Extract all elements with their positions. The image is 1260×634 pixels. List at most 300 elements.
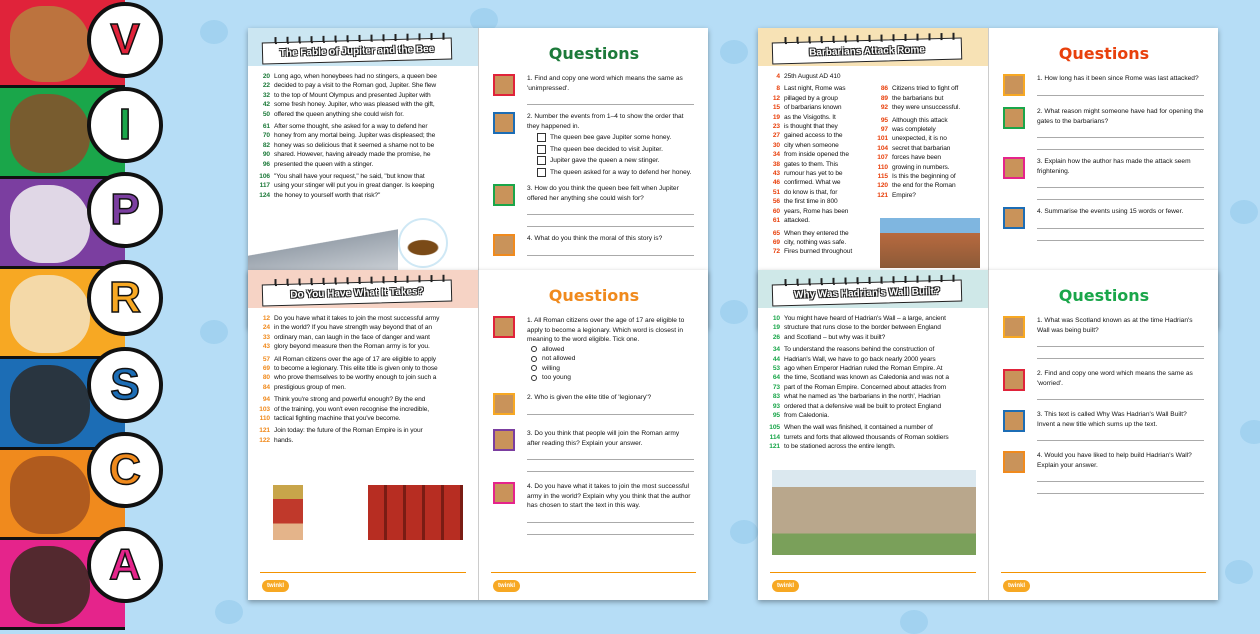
question-body: Do you have what it takes to join the most successful army in the world? Explain why you think that the author has chosen to start the text in this way. <box>527 483 691 509</box>
line-text: structure that runs close to the border between England <box>784 324 941 332</box>
question-2 <box>1003 369 1204 400</box>
vipers-letter-p: P <box>87 172 163 248</box>
answer-line[interactable] <box>1037 429 1204 441</box>
paw-print <box>900 610 928 634</box>
line-word-count: 43 <box>262 343 270 351</box>
line-text: hands. <box>274 436 294 444</box>
line-word-count: 64 <box>772 374 780 382</box>
line-text: do know is that, for <box>784 188 838 196</box>
order-event-text: The queen bee decided to visit Jupiter. <box>550 145 663 153</box>
question-body: This text is called Why Was Hadrian's Wall Built? Invent a new title which sums up the text. <box>1037 411 1187 428</box>
line-text: attacked. <box>784 217 810 225</box>
line-text: of the training, you won't even recognise the incredible, <box>274 405 430 413</box>
page-footer <box>758 568 988 600</box>
text-line <box>766 188 874 197</box>
dog-illustration <box>10 365 90 444</box>
dog-illustration <box>10 456 90 534</box>
text-line <box>766 345 984 354</box>
text-body <box>766 314 984 455</box>
question-text <box>1037 74 1204 84</box>
order-box-row[interactable] <box>537 168 694 178</box>
text-paragraph <box>766 229 874 257</box>
vipers-letter-s: S <box>87 347 163 423</box>
text-line <box>874 153 982 162</box>
line-text: honey from any mortal being. Jupiter was displeased; the <box>274 132 436 140</box>
order-box-row[interactable] <box>537 133 694 143</box>
question-body: Summarise the events using 15 words or fewer. <box>1044 208 1184 215</box>
line-word-count: 89 <box>880 94 888 102</box>
footer-rule <box>1001 572 1206 573</box>
answer-line[interactable] <box>1037 138 1204 150</box>
questions-page <box>478 270 708 600</box>
text-line <box>256 436 474 445</box>
answer-line[interactable] <box>1037 335 1204 347</box>
vipers-letter-c: C <box>87 432 163 508</box>
dog-illustration <box>10 94 90 173</box>
question-text <box>527 112 694 177</box>
dog-icon <box>493 316 515 338</box>
line-word-count: 120 <box>877 182 888 190</box>
question-3 <box>493 184 694 227</box>
dog-icon <box>493 234 515 256</box>
line-text: turrets and forts that allowed thousands of Roman soldiers <box>784 433 949 441</box>
line-text: forces have been <box>892 154 941 162</box>
text-line <box>766 197 874 206</box>
line-text: rumour has yet to be <box>784 170 843 178</box>
text-paragraph <box>256 172 474 200</box>
text-line <box>874 163 982 172</box>
line-word-count: 12 <box>772 94 780 102</box>
vipers-letter-v: V <box>87 2 163 78</box>
text-line <box>766 169 874 178</box>
line-word-count: 10 <box>772 315 780 322</box>
line-text: ago when Emperor Hadrian ruled the Roman Empire. At <box>784 365 943 373</box>
line-word-count: 106 <box>259 173 270 181</box>
number-box[interactable] <box>537 156 546 165</box>
question-body: What do you think the moral of this story is? <box>534 235 663 242</box>
question-text <box>1037 369 1204 388</box>
text-line <box>256 122 474 131</box>
question-number: 3. <box>527 430 533 437</box>
question-1 <box>1003 74 1204 96</box>
text-line <box>256 150 474 159</box>
text-line <box>256 342 474 351</box>
paw-print <box>1240 420 1260 444</box>
tick-option[interactable] <box>531 373 694 383</box>
dog-icon <box>493 393 515 415</box>
radio-circle[interactable] <box>531 346 537 352</box>
line-word-count: 94 <box>262 396 270 404</box>
question-4 <box>493 482 694 535</box>
questions-title: Questions <box>1058 44 1150 63</box>
question-body: Explain how the author has made the attack seem frightening. <box>1037 158 1191 175</box>
paw-print <box>215 600 243 624</box>
question-text <box>527 429 694 448</box>
answer-line[interactable] <box>1037 347 1204 359</box>
number-box[interactable] <box>537 133 546 142</box>
text-line <box>766 411 984 420</box>
column-1 <box>766 84 874 259</box>
text-body <box>256 72 474 203</box>
text-paragraph <box>766 423 984 451</box>
text-line <box>874 116 982 125</box>
line-text: Citizens tried to fight off <box>892 85 959 93</box>
question-text <box>1037 207 1204 217</box>
dog-icon <box>493 429 515 451</box>
question-number: 1. <box>527 75 533 82</box>
question-body: What reason might someone have had for opening the gates to the barbarians? <box>1037 108 1204 125</box>
text-line <box>766 314 984 323</box>
dog-icon <box>493 184 515 206</box>
line-text: unexpected, it is no <box>892 135 947 143</box>
text-line <box>766 247 874 256</box>
text-line <box>256 314 474 323</box>
order-box-row[interactable] <box>537 156 694 166</box>
question-body: Find and copy one word which means the same as 'worried'. <box>1037 370 1193 387</box>
question-body: Would you have liked to help build Hadrian's Wall? Explain your answer. <box>1037 452 1192 469</box>
text-line <box>256 81 474 90</box>
answer-line[interactable] <box>1037 470 1204 482</box>
question-number: 3. <box>1037 411 1043 418</box>
question-1 <box>1003 316 1204 359</box>
answer-line[interactable] <box>527 403 694 415</box>
text-line <box>256 364 474 373</box>
line-word-count: 22 <box>262 82 270 90</box>
line-word-count: 46 <box>772 179 780 187</box>
question-number: 2. <box>527 394 533 401</box>
paw-print <box>720 300 748 324</box>
answer-line[interactable] <box>527 460 694 472</box>
line-text: they were unsuccessful. <box>892 104 961 112</box>
line-text: the end for the Roman <box>892 182 956 190</box>
line-text: of barbarians known <box>784 104 842 112</box>
line-word-count: 20 <box>262 73 270 80</box>
mountain-illustration <box>248 228 398 270</box>
line-word-count: 110 <box>877 163 888 171</box>
dog-illustration <box>10 6 90 82</box>
line-word-count: 103 <box>259 405 270 413</box>
text-line <box>256 355 474 364</box>
line-text: what he named as 'the barbarians in the north', Hadrian <box>784 393 941 401</box>
paw-print <box>720 40 748 64</box>
date-text: 25th August AD 410 <box>784 73 841 80</box>
line-text: decided to pay a visit to the Roman god, Jupiter. She flew <box>274 82 437 90</box>
line-text: Empire? <box>892 191 916 199</box>
answer-line[interactable] <box>527 244 694 256</box>
tick-option[interactable] <box>531 345 694 355</box>
line-word-count: 84 <box>262 383 270 391</box>
text-line <box>766 178 874 187</box>
line-text: Last night, Rome was <box>784 85 846 93</box>
question-number: 3. <box>1037 158 1043 165</box>
text-page <box>248 270 478 600</box>
line-word-count: 24 <box>262 324 270 332</box>
line-text: and Scotland – but why was it built? <box>784 333 886 341</box>
text-line <box>766 103 874 112</box>
line-text: Is this the beginning of <box>892 173 956 181</box>
page-footer <box>989 568 1218 600</box>
text-line <box>766 150 874 159</box>
line-word-count: 83 <box>772 393 780 401</box>
line-text: Although this attack <box>892 116 948 124</box>
line-text: the time, Scotland was known as Caledonia and was not a <box>784 374 949 382</box>
line-text: is thought that they <box>784 123 838 131</box>
line-word-count: 51 <box>772 188 780 196</box>
text-line <box>766 113 874 122</box>
dog-icon <box>493 482 515 504</box>
text-line <box>874 181 982 190</box>
answer-line[interactable] <box>1037 482 1204 494</box>
line-word-count: 95 <box>880 116 888 124</box>
text-line <box>874 144 982 153</box>
text-line <box>766 364 984 373</box>
text-paragraph <box>766 314 984 342</box>
worksheet-4 <box>758 270 1218 600</box>
question-3 <box>493 429 694 472</box>
line-word-count: 43 <box>772 170 780 178</box>
line-word-count: 114 <box>769 433 780 441</box>
answer-line[interactable] <box>1037 188 1204 200</box>
line-text: "You shall have your request," he said, "but know that <box>274 173 425 181</box>
dog-icon <box>1003 316 1025 338</box>
line-text: prestigious group of men. <box>274 383 346 391</box>
page-footer <box>479 568 708 600</box>
text-line <box>256 383 474 392</box>
text-line <box>874 84 982 93</box>
tick-option[interactable] <box>531 354 694 364</box>
order-event-text: The queen asked for a way to defend her honey. <box>550 168 692 176</box>
answer-line[interactable] <box>527 215 694 227</box>
text-line <box>874 103 982 112</box>
line-word-count: 104 <box>877 144 888 152</box>
text-paragraph <box>766 84 874 225</box>
text-line <box>766 383 984 392</box>
text-line <box>874 94 982 103</box>
question-4 <box>1003 451 1204 494</box>
answer-line[interactable] <box>1037 229 1204 241</box>
text-paragraph <box>256 395 474 423</box>
line-text: as the Visigoths. It <box>784 113 836 121</box>
number-box[interactable] <box>537 145 546 154</box>
radio-circle[interactable] <box>531 365 537 371</box>
line-word-count: 50 <box>262 110 270 118</box>
dog-icon <box>1003 157 1025 179</box>
line-word-count: 12 <box>262 315 270 322</box>
rome-city-illustration <box>880 218 980 268</box>
question-number: 1. <box>1037 317 1043 324</box>
dog-icon <box>1003 369 1025 391</box>
question-3 <box>1003 410 1204 441</box>
line-word-count: 72 <box>772 248 780 256</box>
question-number: 1. <box>527 317 533 324</box>
question-3 <box>1003 157 1204 200</box>
line-text: city, nothing was safe. <box>784 238 847 246</box>
text-line <box>256 100 474 109</box>
line-word-count: 90 <box>262 151 270 159</box>
line-text: Hadrian's Wall, we have to go back nearly 2000 years <box>784 355 936 363</box>
line-word-count: 117 <box>259 182 270 190</box>
line-word-count: 23 <box>772 123 780 131</box>
text-paragraph <box>874 84 982 112</box>
question-2 <box>493 112 694 177</box>
text-line <box>256 72 474 81</box>
question-text <box>1037 451 1204 470</box>
line-text: All Roman citizens over the age of 17 are eligible to apply <box>274 355 436 363</box>
vipers-letter-i: I <box>87 87 163 163</box>
option-label: allowed <box>542 345 565 353</box>
worksheet-title: The Fable of Jupiter and the Bee <box>262 38 453 65</box>
line-text: the first time in 800 <box>784 198 838 206</box>
line-word-count: 69 <box>772 238 780 246</box>
twinkl-logo: twinkl <box>493 580 520 592</box>
line-word-count: 93 <box>772 402 780 410</box>
question-text <box>527 393 694 403</box>
answer-line[interactable] <box>1037 176 1204 188</box>
line-word-count: 80 <box>262 374 270 382</box>
text-line <box>256 181 474 190</box>
text-paragraph <box>256 426 474 445</box>
worksheet-2 <box>248 270 708 600</box>
radio-circle[interactable] <box>531 375 537 381</box>
dog-illustration <box>10 185 90 263</box>
line-text: the barbarians but <box>892 94 944 102</box>
question-body: How long has it been since Rome was last attacked? <box>1044 75 1199 82</box>
order-box-row[interactable] <box>537 145 694 155</box>
text-line <box>766 373 984 382</box>
line-word-count: 19 <box>772 324 780 332</box>
line-text: to become a legionary. This elite title is given only to those <box>274 365 438 373</box>
question-number: 2. <box>1037 108 1043 115</box>
text-line <box>766 94 874 103</box>
text-line <box>874 191 982 200</box>
line-word-count: 61 <box>772 217 780 225</box>
number-box[interactable] <box>537 168 546 177</box>
question-text <box>527 234 694 244</box>
question-body: Find and copy one word which means the same as 'unimpressed'. <box>527 75 683 92</box>
dog-icon <box>1003 410 1025 432</box>
question-4 <box>1003 207 1204 241</box>
text-line <box>766 402 984 411</box>
text-line <box>256 426 474 435</box>
text-line <box>766 433 984 442</box>
line-word-count: 105 <box>769 424 780 432</box>
bee-illustration <box>398 218 448 268</box>
text-line <box>256 373 474 382</box>
twinkl-logo: twinkl <box>772 580 799 592</box>
line-text: some fresh honey. Jupiter, who was pleased with the gift, <box>274 101 435 109</box>
answer-line[interactable] <box>527 203 694 215</box>
line-word-count: 53 <box>772 365 780 373</box>
line-word-count: 65 <box>772 229 780 237</box>
text-line <box>766 216 874 225</box>
answer-line[interactable] <box>1037 217 1204 229</box>
text-line <box>766 84 874 93</box>
line-word-count: 56 <box>772 198 780 206</box>
line-text: Join today: the future of the Roman Empire is in your <box>274 427 423 435</box>
tick-option[interactable] <box>531 364 694 374</box>
text-line <box>874 134 982 143</box>
question-body: Who is given the elite title of 'legionary'? <box>534 394 652 401</box>
question-body: What was Scotland known as at the time Hadrian's Wall was being built? <box>1037 317 1193 334</box>
line-text: secret that barbarian <box>892 144 951 152</box>
line-word-count: 57 <box>262 355 270 363</box>
line-word-count: 115 <box>877 173 888 181</box>
line-word-count: 19 <box>772 113 780 121</box>
line-word-count: 8 <box>776 85 780 93</box>
line-word-count: 121 <box>769 443 780 451</box>
line-word-count: 86 <box>880 85 888 93</box>
line-word-count: 33 <box>262 333 270 341</box>
questions-title: Questions <box>548 286 640 305</box>
line-text: years, Rome has been <box>784 207 849 215</box>
line-word-count: 73 <box>772 383 780 391</box>
line-text: from Caledonia. <box>784 412 830 420</box>
answer-line[interactable] <box>1037 388 1204 400</box>
vipers-letter-r: R <box>87 260 163 336</box>
footer-rule <box>770 572 976 573</box>
text-paragraph <box>256 355 474 393</box>
line-text: shared. However, having already made the promise, he <box>274 151 431 159</box>
question-body: All Roman citizens over the age of 17 are eligible to apply to become a legionary. Which word is closest in meaning to the word eligible. Tick one. <box>527 317 685 343</box>
line-text: After some thought, she asked for a way to defend her <box>274 123 428 131</box>
line-text: honey was so delicious that it seemed a shame not to be <box>274 141 435 149</box>
line-word-count: 42 <box>262 101 270 109</box>
line-word-count: 110 <box>259 415 270 423</box>
line-text: pillaged by a group <box>784 94 838 102</box>
text-line <box>766 333 984 342</box>
radio-circle[interactable] <box>531 356 537 362</box>
line-word-count: 96 <box>262 160 270 168</box>
text-line <box>766 355 984 364</box>
line-text: from inside opened the <box>784 151 849 159</box>
answer-line[interactable] <box>527 93 694 105</box>
line-word-count: 30 <box>772 141 780 149</box>
order-event-text: Jupiter gave the queen a new stinger. <box>550 157 660 164</box>
text-paragraph <box>256 72 474 119</box>
answer-line[interactable] <box>1037 126 1204 138</box>
text-line <box>766 238 874 247</box>
line-word-count: 92 <box>880 104 888 112</box>
text-line <box>766 323 984 332</box>
answer-line[interactable] <box>1037 84 1204 96</box>
dog-illustration <box>10 275 90 353</box>
line-word-count: 121 <box>877 191 888 199</box>
text-line <box>766 392 984 401</box>
answer-line[interactable] <box>527 511 694 523</box>
option-label: too young <box>542 374 571 381</box>
text-paragraph <box>874 116 982 201</box>
text-line <box>256 141 474 150</box>
text-line <box>256 323 474 332</box>
dog-illustration <box>10 546 90 624</box>
answer-line[interactable] <box>527 523 694 535</box>
order-event-text: The queen bee gave Jupiter some honey. <box>550 134 672 141</box>
text-line <box>874 172 982 181</box>
line-text: gates to them. This <box>784 160 839 168</box>
roman-soldier-illustration <box>273 485 303 540</box>
line-word-count: 69 <box>262 365 270 373</box>
line-text: When they entered the <box>784 229 849 237</box>
line-text: growing in numbers. <box>892 163 950 171</box>
answer-line[interactable] <box>527 448 694 460</box>
text-paragraph <box>766 345 984 420</box>
question-number: 1. <box>1037 75 1043 82</box>
date-line <box>766 72 984 81</box>
vipers-letter-a: A <box>87 527 163 603</box>
question-text <box>527 316 694 383</box>
question-text <box>527 74 694 93</box>
line-word-count: 34 <box>772 346 780 354</box>
